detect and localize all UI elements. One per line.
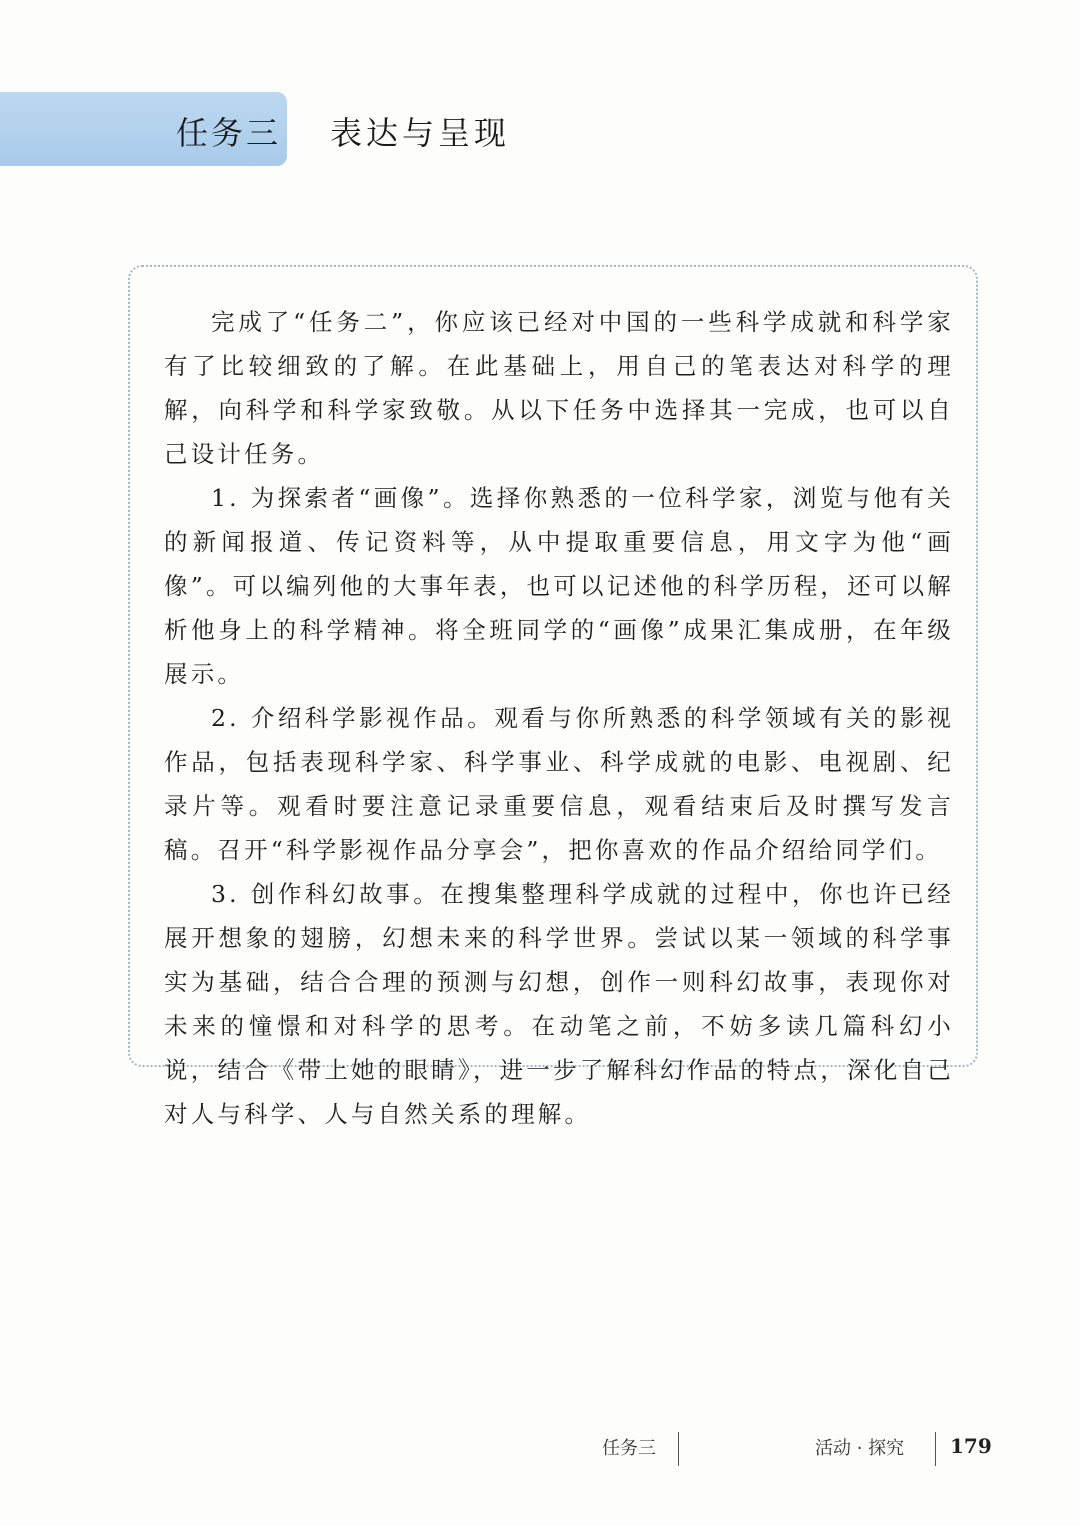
footer-divider bbox=[678, 1432, 679, 1466]
footer-divider bbox=[935, 1432, 936, 1466]
task-item-3: 3. 创作科幻故事。在搜集整理科学成就的过程中，你也许已经展开想象的翅膀，幻想未来的科学世界。尝试以某一领域的科学事实为基础，结合合理的预测与幻想，创作一则科幻故事，表现你对未来的憧憬和对科学的思考。在动笔之前，不妨多读几篇科幻小说，结合《带上她的眼睛》，进一步了解科幻作品的特点，深化自己对人与科学、人与自然关系的理解。 bbox=[164, 880, 954, 1128]
intro-paragraph: 完成了“任务二”，你应该已经对中国的一些科学成就和科学家有了比较细致的了解。在此基础上，用自己的笔表达对科学的理解，向科学和科学家致敬。从以下任务中选择其一完成，也可以自己设计任务。 bbox=[164, 308, 954, 468]
footer-section: 任务三 bbox=[602, 1438, 656, 1459]
content-body bbox=[164, 300, 954, 1136]
page-number: 179 bbox=[950, 1434, 992, 1458]
task-item-1: 1. 为探索者“画像”。选择你熟悉的一位科学家，浏览与他有关的新闻报道、传记资料等，从中提取重要信息，用文字为他“画像”。可以编列他的大事年表，也可以记述他的科学历程，还可以解析他身上的科学精神。将全班同学的“画像”成果汇集成册，在年级展示。 bbox=[164, 484, 954, 688]
task-title: 表达与呈现 bbox=[330, 114, 511, 152]
task-label: 任务三 bbox=[176, 114, 282, 152]
footer-unit: 活动 · 探究 bbox=[815, 1438, 905, 1459]
task-item-2: 2. 介绍科学影视作品。观看与你所熟悉的科学领域有关的影视作品，包括表现科学家、科学事业、科学成就的电影、电视剧、纪录片等。观看时要注意记录重要信息，观看结束后及时撰写发言稿。召开“科学影视作品分享会”，把你喜欢的作品介绍给同学们。 bbox=[164, 704, 954, 864]
